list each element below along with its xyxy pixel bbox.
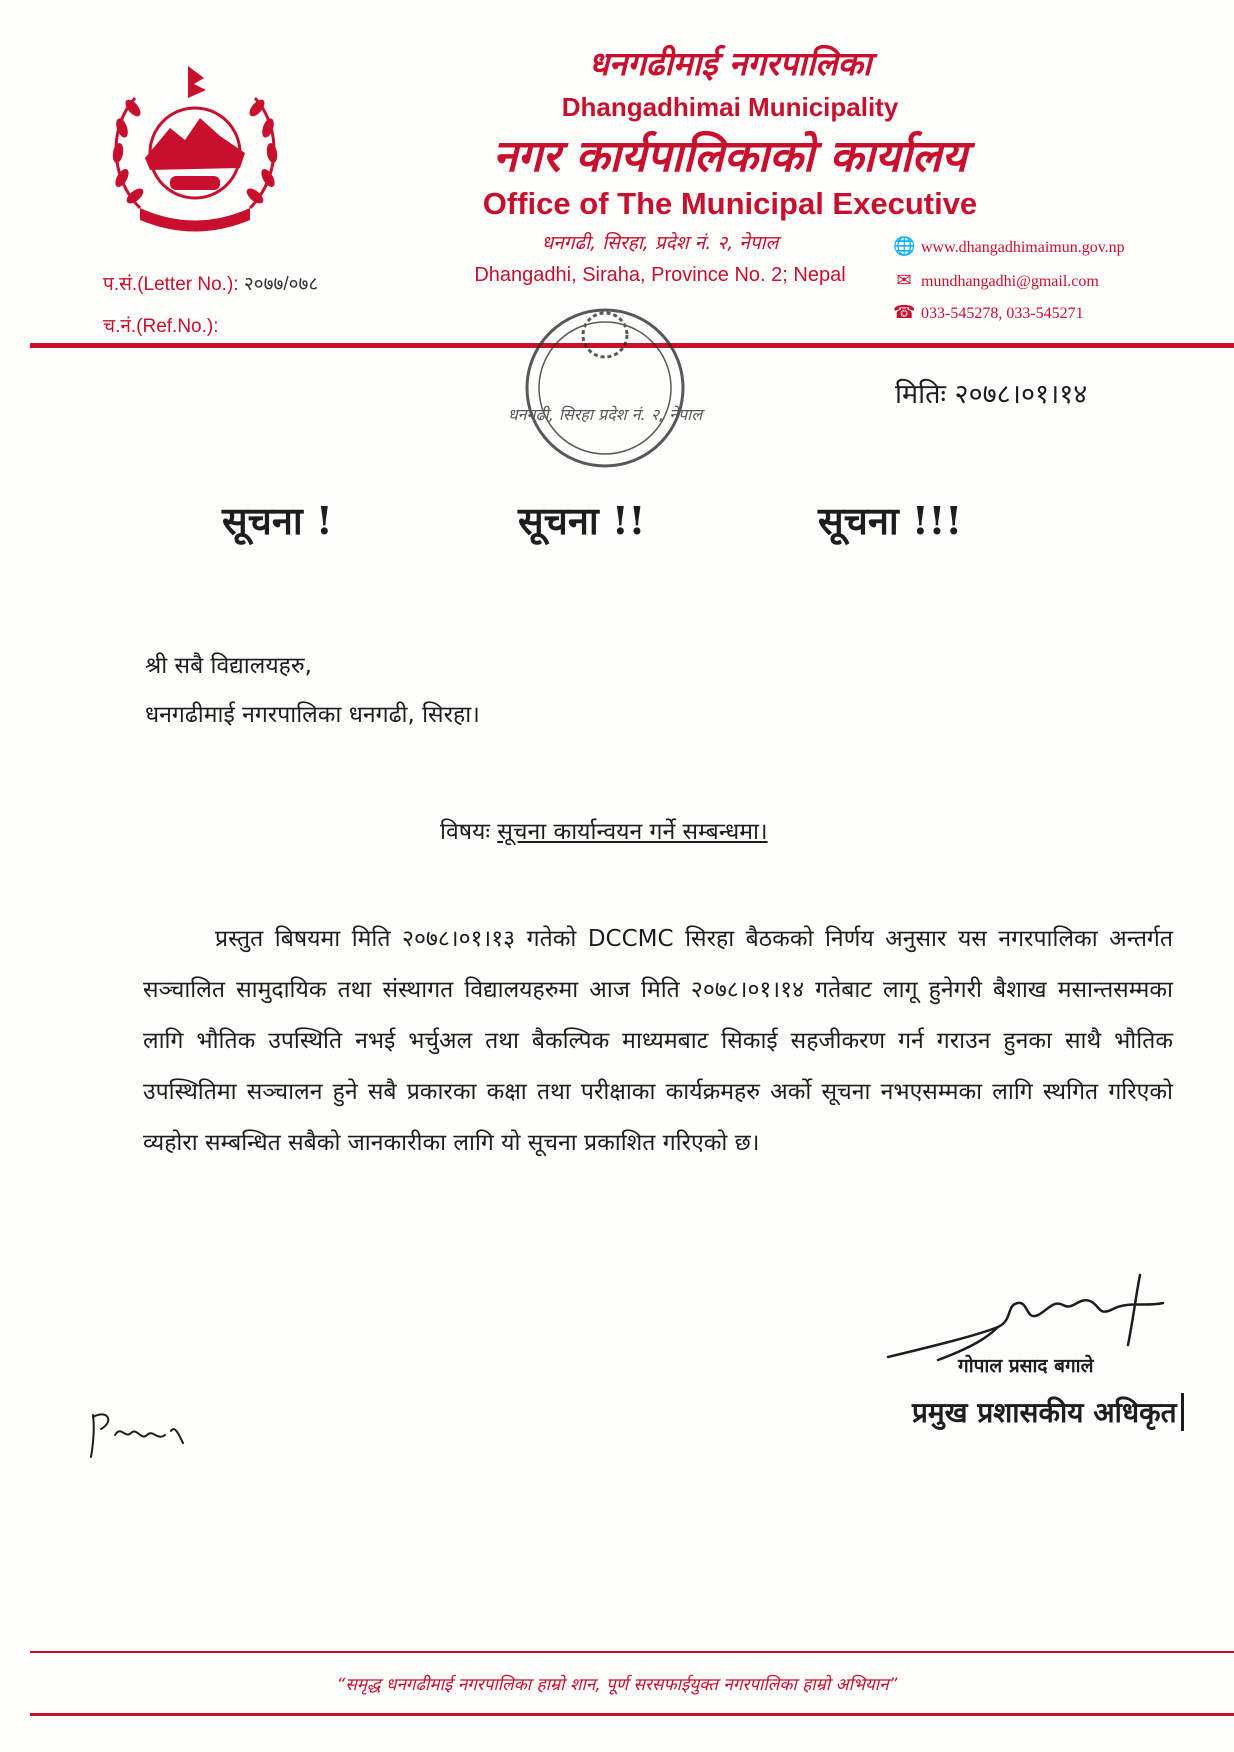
org-name-nepali: धनगढीमाई नगरपालिका [588, 44, 872, 83]
ref-number [103, 312, 219, 338]
email-line [893, 270, 1099, 291]
body-paragraph: प्रस्तुत बिषयमा मिति २०७८।०१।१३ गतेको DCCMC सिरहा बैठकको निर्णय अनुसार यस नगरपालिका अन्तर्गत सञ्चालित सामुदायिक तथा संस्थागत विद्यालयहरुमा आज मिति २०७८।०१।१४ गतेबाट लागू हुनेगरी बैशाख मसान्तसम्मका लागि भौतिक उपस्थिति नभई भर्चुअल तथा बैकल्पिक माध्यमबाट सिकाई सहजीकरण गर्न गराउन हुनका साथै भौतिक उपस्थितिमा सञ्चालन हुने सबै प्रकारका कक्षा तथा परीक्षाका कार्यक्रमहरु अर्को सूचना नभएसम्मका लागि स्थगित गरिएको व्यहोरा सम्बन्धित सबैको जानकारीका लागि यो सूचना प्रकाशित गरिएको छ। [143, 926, 1173, 1156]
footer-divider-top [30, 1651, 1234, 1653]
signer-name: गोपाल प्रसाद बगाले [958, 1355, 1094, 1377]
letter-date: मितिः २०७८।०१।१४ [895, 379, 1088, 410]
letter-number [103, 270, 318, 296]
nepal-emblem-logo [100, 58, 290, 248]
footer-divider-bottom [30, 1713, 1234, 1716]
mail-icon: ✉ [896, 270, 912, 290]
office-name-english: Office of The Municipal Executive [482, 186, 978, 221]
address-english: Dhangadhi, Siraha, Province No. 2; Nepal [474, 264, 846, 286]
notice-heading-1: सूचना ! [222, 498, 333, 543]
phone-numbers: 033-545278, 033-545271 [921, 305, 1084, 322]
website-link[interactable]: www.dhangadhimaimun.gov.np [921, 239, 1125, 256]
notice-heading-2: सूचना !! [518, 498, 646, 543]
email-link[interactable]: mundhangadhi@gmail.com [921, 273, 1099, 290]
handwritten-initials [85, 1395, 195, 1465]
addressee-line-2: धनगढीमाई नगरपालिका धनगढी, सिरहा। [145, 702, 480, 728]
address-nepali: धनगढी, सिरहा, प्रदेश नं. २, नेपाल [541, 232, 779, 254]
notice-heading-3: सूचना !!! [818, 498, 963, 543]
globe-icon: 🌐 [893, 236, 916, 256]
letter-number-label: प.सं.(Letter No.): [103, 274, 239, 295]
official-round-stamp [505, 300, 705, 490]
subject-line [440, 814, 768, 846]
phone-icon: ☎ [893, 302, 916, 322]
signer-title-stamp: प्रमुख प्रशासकीय अधिकृत [912, 1393, 1184, 1431]
handwritten-signature [878, 1265, 1178, 1365]
office-name-nepali: नगर कार्यपालिकाको कार्यालय [493, 131, 967, 182]
stamp-text: धनगढी, सिरहा प्रदेश नं. २, नेपाल [507, 405, 703, 424]
footer-slogan: “समृद्ध धनगढीमाई नगरपालिका हाम्रो शान, पूर्ण सरसफाईयुक्त नगरपालिका हाम्रो अभियान” [336, 1675, 898, 1695]
org-name-english: Dhangadhimai Municipality [561, 92, 899, 122]
phone-line [893, 302, 1084, 323]
letter-number-value: २०७७/०७८ [243, 274, 319, 295]
subject-text: सूचना कार्यान्वयन गर्ने सम्बन्धमा। [497, 819, 768, 845]
subject-label: विषयः [440, 819, 491, 845]
website-line [893, 236, 1125, 257]
addressee-line-1: श्री सबै विद्यालयहरु, [145, 653, 312, 679]
ref-number-label: च.नं.(Ref.No.): [103, 316, 219, 337]
